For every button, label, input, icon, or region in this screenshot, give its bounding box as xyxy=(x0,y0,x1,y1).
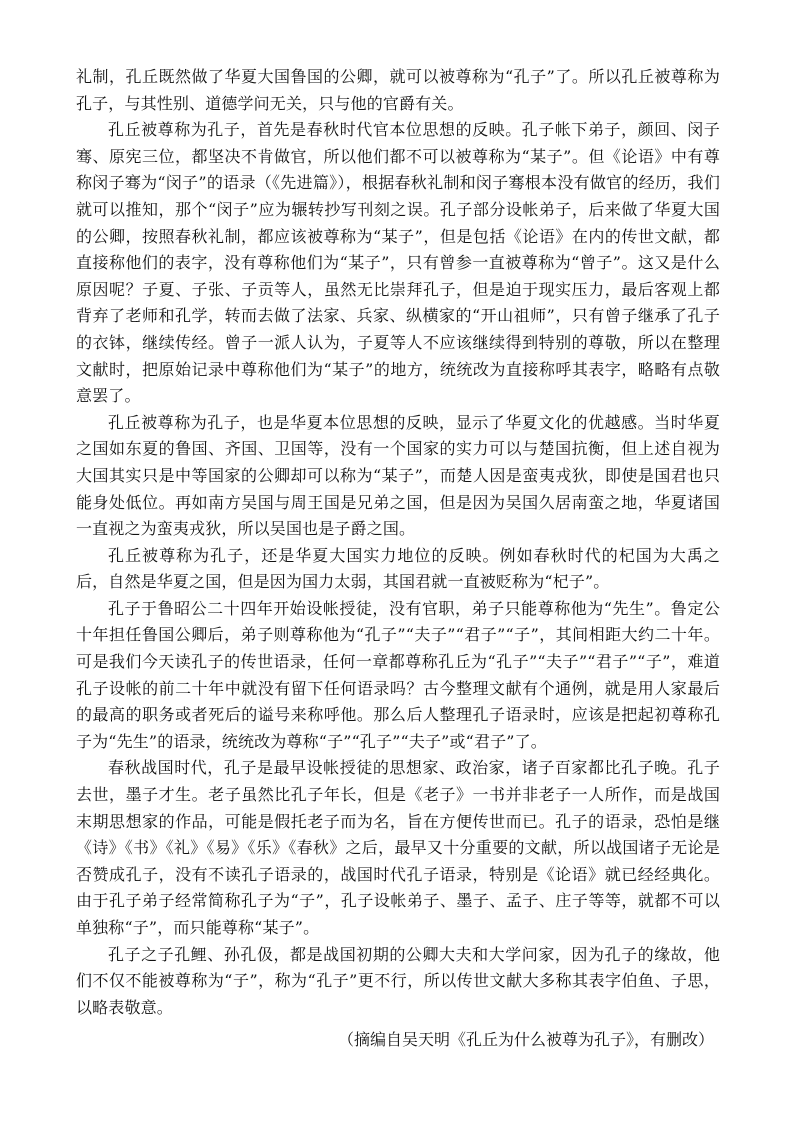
paragraph-2: 孔丘被尊称为孔子，首先是春秋时代官本位思想的反映。孔子帐下弟子，颜回、闵子骞、原宪三位，都坚决不肯做官，所以他们都不可以被尊称为“某子”。但《论语》中有尊称闵子骞为“闵子”的语录（《先进篇》），根据春秋礼制和闵子骞根本没有做官的经历，我们就可以推知，那个“闵子”应为辗转抄写刊刻之误。孔子部分设帐弟子，后来做了华夏大国的公卿，按照春秋礼制，都应该被尊称为“某子”，但是包括《论语》在内的传世文献，都直接称他们的表字，没有尊称他们为“某子”，只有曾参一直被尊称为“曾子”。这又是什么原因呢？子夏、子张、子贡等人，虽然无比崇拜孔子，但是迫于现实压力，最后客观上都背弃了老师和孔学，转而去做了法家、兵家、纵横家的“开山祖师”，只有曾子继承了孔子的衣钵，继续传经。曾子一派人认为，子夏等人不应该继续得到特别的尊敬，所以在整理文献时，把原始记录中尊称他们为“某子”的地方，统统改为直接称呼其表字，略略有点敬意罢了。 xyxy=(76,120,720,406)
paragraph-7: 孔子之子孔鲤、孙孔伋，都是战国初期的公卿大夫和大学问家，因为孔子的缘故，他们不仅不能被尊称为“子”，称为“孔子”更不行，所以传世文献大多称其表字伯鱼、子思，以略表敬意。 xyxy=(76,944,720,1017)
paragraph-3: 孔丘被尊称为孔子，也是华夏本位思想的反映，显示了华夏文化的优越感。当时华夏之国如东夏的鲁国、齐国、卫国等，没有一个国家的实力可以与楚国抗衡，但上述自视为大国其实只是中等国家的公卿却可以称为“某子”，而楚人因是蛮夷戎狄，即使是国君也只能身处低位。再如南方吴国与周王国是兄弟之国，但是因为吴国久居南蛮之地，华夏诸国一直视之为蛮夷戎狄，所以吴国也是子爵之国。 xyxy=(76,412,720,539)
document-page xyxy=(76,64,720,1053)
source-citation: （摘编自吴天明《孔丘为什么被尊为孔子》，有删改） xyxy=(337,1030,714,1050)
paragraph-5: 孔子于鲁昭公二十四年开始设帐授徒，没有官职，弟子只能尊称他为“先生”。鲁定公十年担任鲁国公卿后，弟子则尊称他为“孔子”“夫子”“君子”“子”，其间相距大约二十年。可是我们今天读孔子的传世语录，任何一章都尊称孔丘为“孔子”“夫子”“君子”“子”，难道孔子设帐的前二十年中就没有留下任何语录吗？古今整理文献有个通例，就是用人家最后的最高的职务或者死后的谥号来称呼他。那么后人整理孔子语录时，应该是把起初尊称孔子为“先生”的语录，统统改为尊称“子”“孔子”“夫子”或“君子”了。 xyxy=(76,598,720,751)
paragraph-4: 孔丘被尊称为孔子，还是华夏大国实力地位的反映。例如春秋时代的杞国为大禹之后，自然是华夏之国，但是因为国力太弱，其国君就一直被贬称为“杞子”。 xyxy=(76,545,720,592)
paragraph-1: 礼制，孔丘既然做了华夏大国鲁国的公卿，就可以被尊称为“孔子”了。所以孔丘被尊称为孔子，与其性别、道德学问无关，只与他的官爵有关。 xyxy=(76,67,720,113)
paragraph-6: 春秋战国时代，孔子是最早设帐授徒的思想家、政治家，诸子百家都比孔子晚。孔子去世，墨子才生。老子虽然比孔子年长，但是《老子》一书并非老子一人所作，而是战国末期思想家的作品，可能是假托老子而为名，旨在方便传世而已。孔子的语录，恐怕是继《诗》《书》《礼》《易》《乐》《春秋》之后，最早又十分重要的文献，所以战国诸子无论是否赞成孔子，没有不读孔子语录的，战国时代孔子语录，特别是《论语》就已经经典化。由于孔子弟子经常简称孔子为“子”，孔子设帐弟子、墨子、孟子、庄子等等，就都不可以单独称“子”，而只能尊称“某子”。 xyxy=(76,758,720,937)
